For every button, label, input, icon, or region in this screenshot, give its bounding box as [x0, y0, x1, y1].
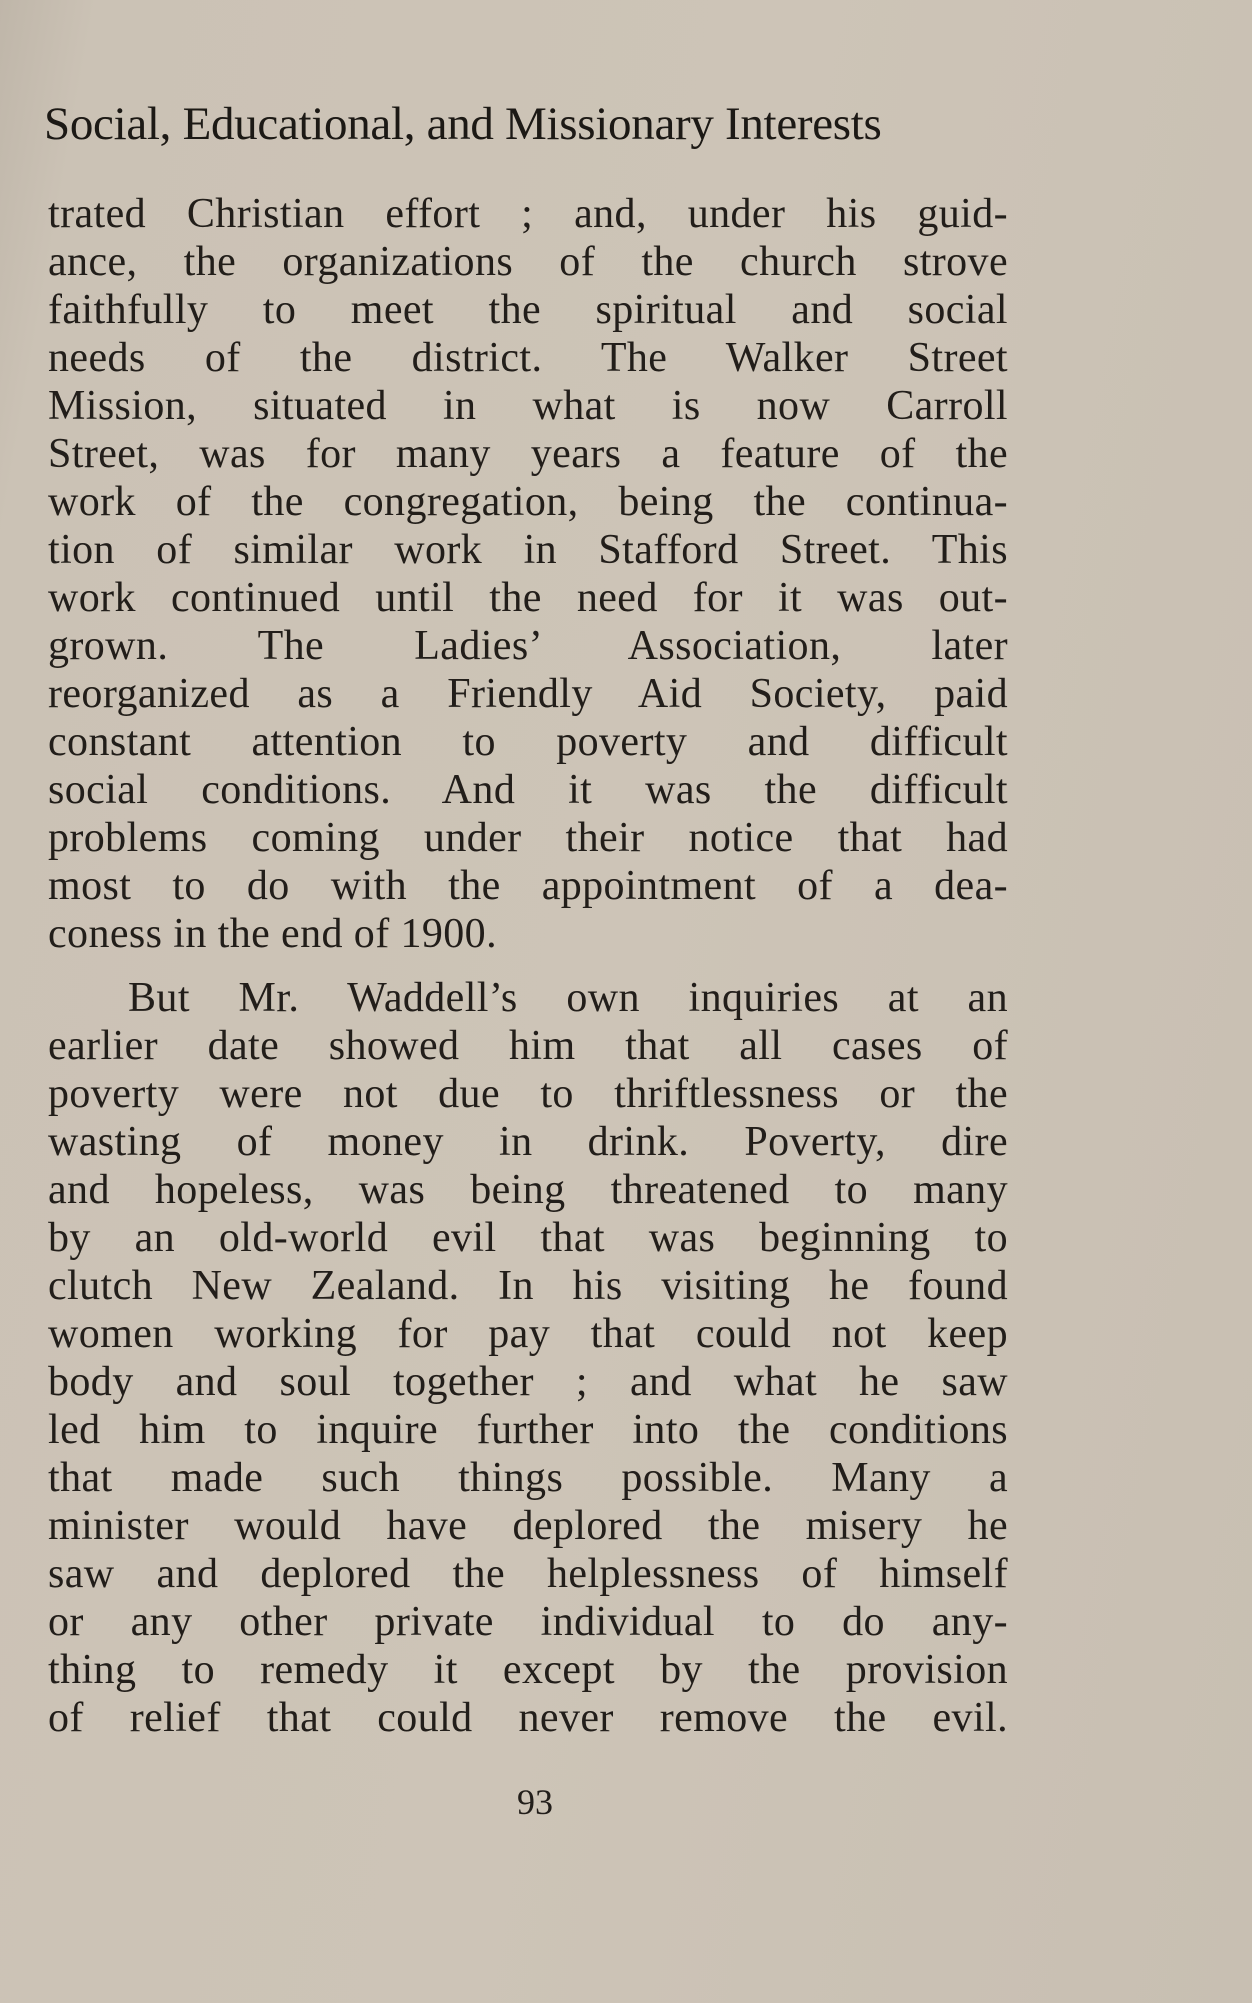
text-line: trated Christian effort ; and, under his guid- [48, 191, 1008, 237]
text-line: poverty were not due to thriftlessness or the [48, 1071, 1008, 1117]
paragraph-1 [48, 190, 1008, 958]
text-line: constant attention to poverty and difficult [48, 719, 1008, 765]
text-line: thing to remedy it except by the provision [48, 1647, 1008, 1693]
text-line: women working for pay that could not keep [48, 1311, 1008, 1357]
text-line: and hopeless, was being threatened to many [48, 1167, 1008, 1213]
text-line: that made such things possible. Many a [48, 1455, 1008, 1501]
text-line: Mission, situated in what is now Carroll [48, 383, 1008, 429]
text-line: by an old-world evil that was beginning to [48, 1215, 1008, 1261]
text-line: minister would have deplored the misery he [48, 1503, 1008, 1549]
text-line: problems coming under their notice that had [48, 815, 1008, 861]
text-line: saw and deplored the helplessness of himself [48, 1551, 1008, 1597]
text-line: social conditions. And it was the difficult [48, 767, 1008, 813]
text-line: work continued until the need for it was out- [48, 575, 1008, 621]
text-line: tion of similar work in Stafford Street. This [48, 527, 1008, 573]
running-head: Social, Educational, and Missionary Interests [44, 98, 882, 150]
text-line: or any other private individual to do any- [48, 1599, 1008, 1645]
page-number: 93 [517, 1782, 553, 1822]
text-line: clutch New Zealand. In his visiting he found [48, 1263, 1008, 1309]
text-line: But Mr. Waddell’s own inquiries at an [128, 975, 1008, 1021]
text-line: most to do with the appointment of a dea- [48, 863, 1008, 909]
text-line: earlier date showed him that all cases of [48, 1023, 1008, 1069]
text-line: Street, was for many years a feature of the [48, 431, 1008, 477]
text-line: faithfully to meet the spiritual and social [48, 287, 1008, 333]
text-line: grown. The Ladies’ Association, later [48, 623, 1008, 669]
text-line: wasting of money in drink. Poverty, dire [48, 1119, 1008, 1165]
text-line: coness in the end of 1900. [48, 911, 497, 957]
text-line: led him to inquire further into the conditions [48, 1407, 1008, 1453]
text-line: work of the congregation, being the continua- [48, 479, 1008, 525]
text-line: body and soul together ; and what he saw [48, 1359, 1008, 1405]
text-line: ance, the organizations of the church strove [48, 239, 1008, 285]
paragraph-2 [48, 974, 1008, 1742]
text-line: reorganized as a Friendly Aid Society, paid [48, 671, 1008, 717]
text-line: of relief that could never remove the evil. [48, 1695, 1008, 1741]
text-line: needs of the district. The Walker Street [48, 335, 1008, 381]
